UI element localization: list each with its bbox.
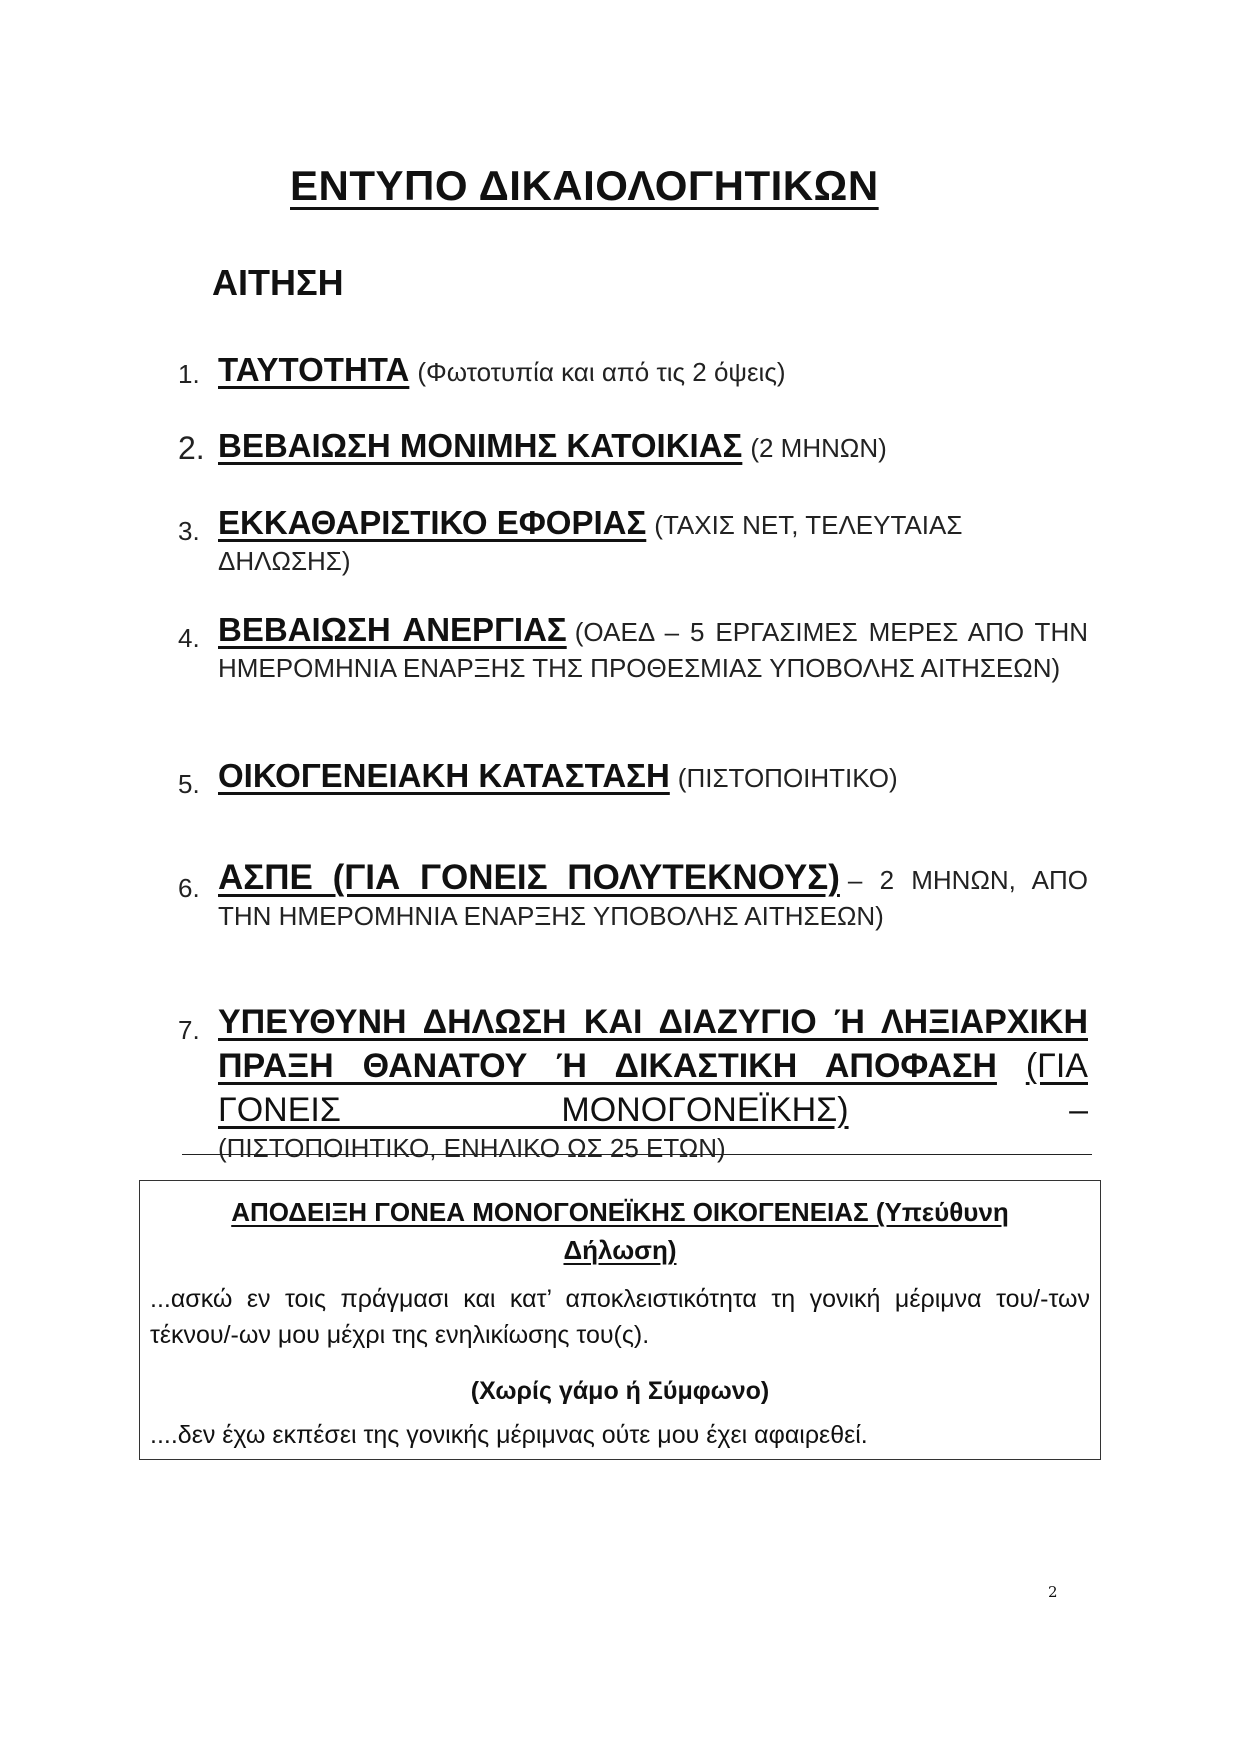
item-heading: ΒΕΒΑΙΩΣΗ ΜΟΝΙΜΗΣ ΚΑΤΟΙΚΙΑΣ [218,427,743,464]
item-number: 5. [178,769,200,799]
list-item [178,611,1088,686]
proof-condition: (Χωρίς γάμο ή Σύμφωνο) [470,1377,770,1405]
document-title: ΕΝΤΥΠΟ ΔΙΚΑΙΟΛΟΓΗΤΙΚΩΝ [290,162,879,209]
list-item [178,1000,1088,1164]
item-note: (ΠΙΣΤΟΠΟΙΗΤΙΚΟ) [677,763,898,793]
proof-paragraph-1: ...ασκώ εν τοις πράγμασι και κατ’ αποκλειστικότητα τη γονική μέριμνα του/-των τέκνου/-ων μου μέχρι της ενηλικίωσης του(ς). [150,1285,1090,1349]
item-heading: ΒΕΒΑΙΩΣΗ ΑΝΕΡΓΙΑΣ [218,611,567,648]
proof-paragraph-2: ....δεν έχω εκπέσει της γονικής μέριμνας ούτε μου έχει αφαιρεθεί. [150,1421,868,1449]
list-item [178,858,1088,934]
item-heading: ΑΣΠΕ (ΓΙΑ ΓΟΝΕΙΣ ΠΟΛΥΤΕΚΝΟΥΣ) [218,858,840,897]
item-number: 2. [178,430,205,466]
proof-box-title-text: ΑΠΟΔΕΙΞΗ ΓΟΝΕΑ ΜΟΝΟΓΟΝΕΪΚΗΣ ΟΙΚΟΓΕΝΕΙΑΣ (Υπεύθυνη Δήλωση) [231,1197,1009,1265]
section-divider [182,1154,1092,1155]
list-item [178,428,1080,466]
item-note: – 2 ΜΗΝΩΝ, ΑΠΟ ΤΗΝ ΗΜΕΡΟΜΗΝΙΑ ΕΝΑΡΞΗΣ ΥΠΟΒΟΛΗΣ ΑΙΤΗΣΕΩΝ) [218,865,1088,931]
list-item [178,505,1080,579]
item-note: (2 ΜΗΝΩΝ) [750,433,887,463]
item-note: (Φωτοτυπία και από τις 2 όψεις) [417,357,786,387]
item-number: 3. [178,516,200,546]
item-note: (ΤΑΧΙΣ ΝΕΤ, ΤΕΛΕΥΤΑΙΑΣ ΔΗΛΩΣΗΣ) [218,510,963,576]
item-number: 1. [178,359,200,389]
proof-box [139,1180,1101,1460]
list-item [178,352,1080,390]
item-heading: ΤΑΥΤΟΤΗΤΑ [218,351,410,388]
item-note: (ΟΑΕΔ – 5 ΕΡΓΑΣΙΜΕΣ ΜΕΡΕΣ ΑΠΟ ΤΗΝ ΗΜΕΡΟΜΗΝΙΑ ΕΝΑΡΞΗΣ ΤΗΣ ΠΡΟΘΕΣΜΙΑΣ ΥΠΟΒΟΛΗΣ ΑΙΤΗΣΕΩΝ) [218,617,1088,683]
item-heading: ΕΚΚΑΘΑΡΙΣΤΙΚΟ ΕΦΟΡΙΑΣ [218,504,647,541]
application-subtitle: ΑΙΤΗΣΗ [212,262,344,303]
item-number: 7. [178,1015,200,1045]
item-note: (ΠΙΣΤΟΠΟΙΗΤΙΚΟ, ΕΝΗΛΙΚΟ ΩΣ 25 ΕΤΩΝ) [218,1133,726,1163]
proof-box-title [180,1193,1060,1269]
list-item [178,757,1080,799]
page-number: 2 [1048,1583,1058,1601]
item-qualifier: (ΓΙΑ ΓΟΝΕΙΣ ΜΟΝΟΓΟΝΕΪΚΗΣ) [218,1047,1088,1129]
item-heading-block [218,1000,1088,1132]
item-heading: ΟΙΚΟΓΕΝΕΙΑΚΗ ΚΑΤΑΣΤΑΣΗ [218,757,670,794]
item-heading: ΥΠΕΥΘΥΝΗ ΔΗΛΩΣΗ ΚΑΙ ΔΙΑΖΥΓΙΟ Ή ΛΗΞΙΑΡΧΙΚΗ ΠΡΑΞΗ ΘΑΝΑΤΟΥ Ή ΔΙΚΑΣΤΙΚΗ ΑΠΟΦΑΣΗ [218,1003,1088,1085]
item-number: 4. [178,623,200,653]
item-number: 6. [178,873,200,903]
item-dash: – [1069,1091,1088,1129]
